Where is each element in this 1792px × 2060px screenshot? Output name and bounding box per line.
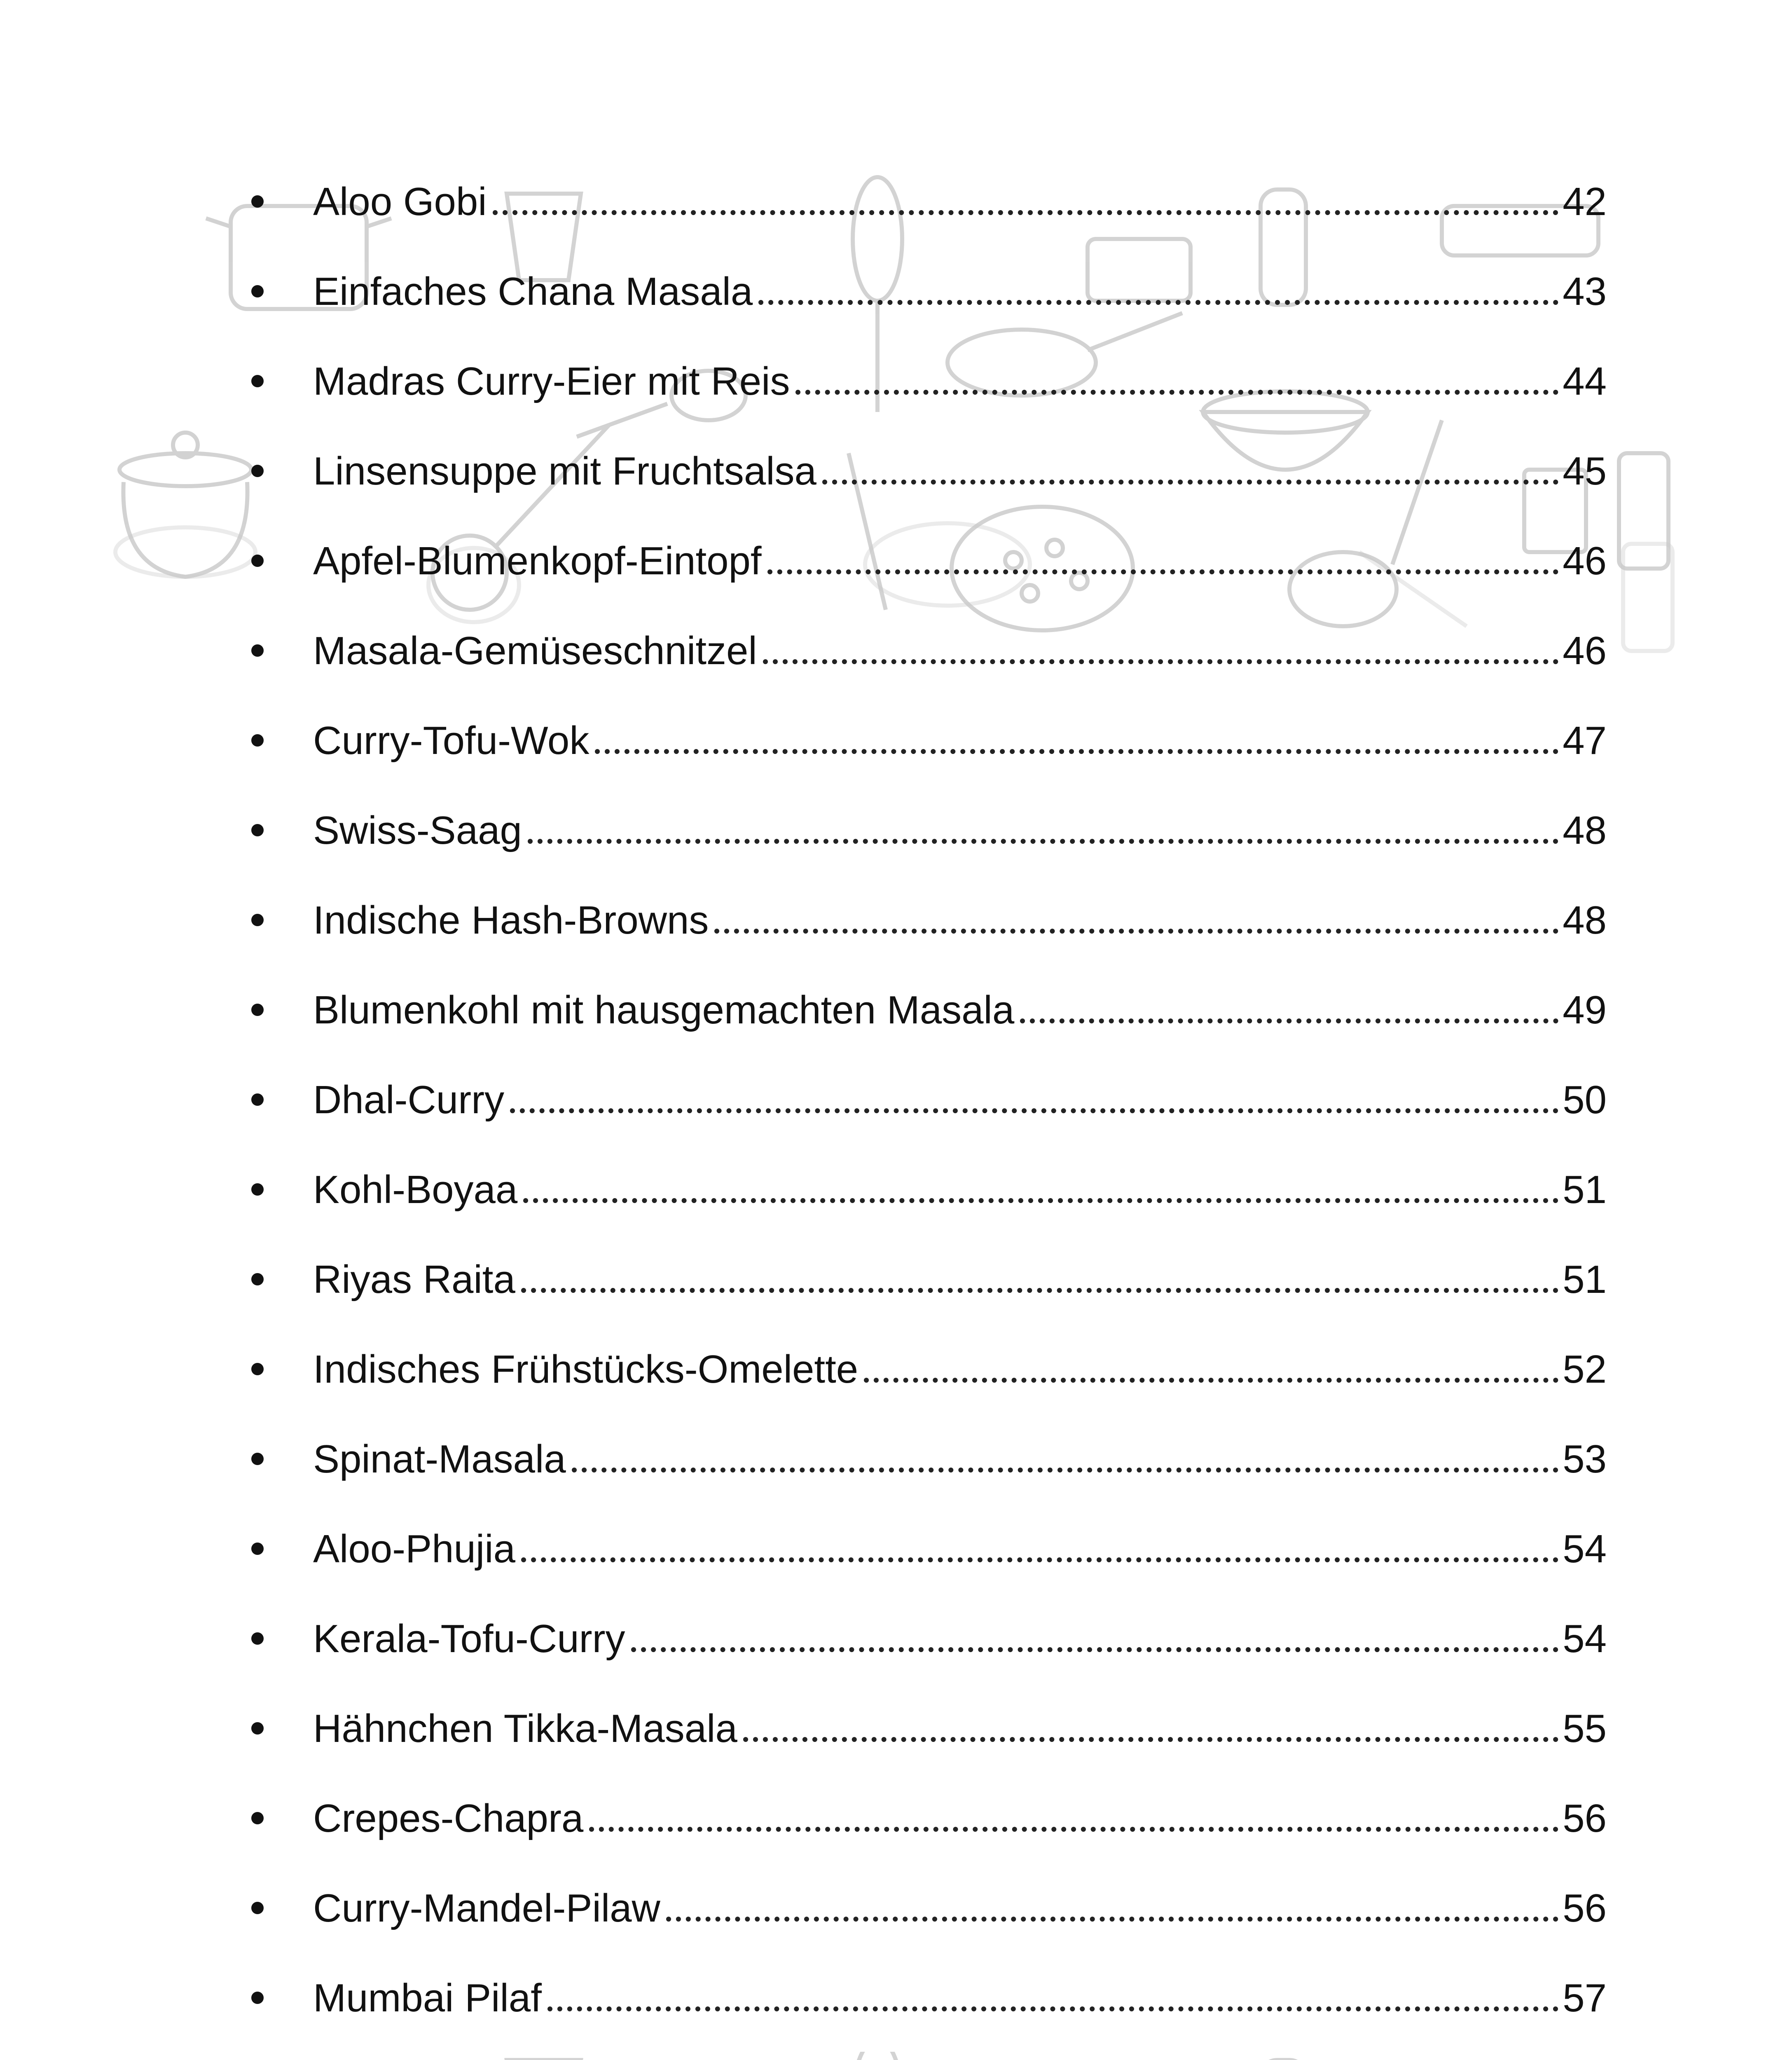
dot-leader	[763, 659, 1558, 664]
dot-leader	[493, 210, 1559, 215]
toc-entry-title: Blumenkohl mit hausgemachten Masala	[313, 988, 1015, 1032]
bullet-icon	[251, 824, 264, 836]
toc-entry-title: Crepes-Chapra	[313, 1796, 584, 1840]
toc-entry-title: Mumbai Pilaf	[313, 1976, 542, 2020]
toc-entry-page: 54	[1563, 1617, 1607, 1661]
bullet-icon	[251, 1273, 264, 1285]
toc-entry-title: Kerala-Tofu-Curry	[313, 1617, 625, 1661]
toc-entry-page: 56	[1563, 1796, 1607, 1840]
bullet-icon	[251, 1453, 264, 1465]
toc-entry[interactable]	[231, 1324, 1607, 1414]
toc-entry[interactable]	[231, 1234, 1607, 1324]
toc-entry[interactable]	[231, 516, 1607, 606]
toc-entry[interactable]	[231, 246, 1607, 336]
bullet-icon	[251, 555, 264, 567]
toc-entry-title: Indische Hash-Browns	[313, 898, 709, 942]
toc-entry[interactable]	[231, 1953, 1607, 2043]
toc-entry-title: Linsensuppe mit Fruchtsalsa	[313, 449, 816, 493]
bullet-icon	[251, 1543, 264, 1555]
toc-entry-title: Indisches Frühstücks-Omelette	[313, 1347, 859, 1391]
bullet-icon	[251, 734, 264, 747]
dot-leader	[795, 390, 1558, 395]
toc-entry-page: 43	[1563, 269, 1607, 314]
toc-entry-page: 54	[1563, 1527, 1607, 1571]
bullet-icon	[251, 644, 264, 657]
toc-entry-page: 53	[1563, 1437, 1607, 1481]
toc-entry-title: Swiss-Saag	[313, 808, 522, 852]
toc-entry-page: 57	[1563, 1976, 1607, 2020]
dot-leader	[864, 1378, 1558, 1383]
toc-entry[interactable]	[231, 875, 1607, 965]
toc-entry[interactable]	[231, 1683, 1607, 1773]
bullet-icon	[251, 1992, 264, 2004]
bullet-icon	[251, 1093, 264, 1106]
toc-entry-page: 42	[1563, 180, 1607, 224]
toc-entry[interactable]	[231, 965, 1607, 1055]
dot-leader	[666, 1917, 1558, 1922]
bullet-icon	[251, 1183, 264, 1196]
toc-entry[interactable]	[231, 336, 1607, 426]
dot-leader	[1020, 1018, 1558, 1023]
dot-leader	[767, 569, 1559, 574]
dot-leader	[743, 1737, 1558, 1742]
toc-entry-title: Masala-Gemüseschnitzel	[313, 629, 757, 673]
toc-entry-title: Riyas Raita	[313, 1257, 515, 1302]
toc-entry[interactable]	[231, 426, 1607, 516]
toc-entry-page: 50	[1563, 1078, 1607, 1122]
bullet-icon	[251, 914, 264, 926]
toc-entry[interactable]	[231, 1863, 1607, 1953]
toc-entry-page: 48	[1563, 808, 1607, 852]
toc-entry-title: Madras Curry-Eier mit Reis	[313, 359, 790, 403]
dot-leader	[595, 749, 1558, 754]
toc-entry-title: Dhal-Curry	[313, 1078, 505, 1122]
bullet-icon	[251, 1812, 264, 1824]
toc-entry[interactable]	[231, 1504, 1607, 1594]
toc-entry[interactable]	[231, 1414, 1607, 1504]
dot-leader	[589, 1827, 1558, 1832]
toc-entry[interactable]	[231, 157, 1607, 246]
toc-entry[interactable]	[231, 2043, 1607, 2060]
toc-entry-title: Spinat-Masala	[313, 1437, 566, 1481]
toc-entry-page: 51	[1563, 1168, 1607, 1212]
bullet-icon	[251, 1902, 264, 1914]
bullet-icon	[251, 1722, 264, 1735]
dot-leader	[523, 1198, 1558, 1203]
bullet-icon	[251, 1363, 264, 1375]
dot-leader	[528, 839, 1558, 844]
toc-entry[interactable]	[231, 606, 1607, 695]
dot-leader	[631, 1647, 1559, 1652]
bullet-icon	[251, 285, 264, 297]
dot-leader	[521, 1288, 1558, 1293]
toc-entry-title: Hähnchen Tikka-Masala	[313, 1707, 737, 1751]
toc-entry-page: 51	[1563, 1257, 1607, 1302]
toc-entry[interactable]	[231, 1773, 1607, 1863]
toc-entry-title: Curry-Mandel-Pilaw	[313, 1886, 660, 1930]
toc-entry-page: 45	[1563, 449, 1607, 493]
toc-entry[interactable]	[231, 1594, 1607, 1683]
toc-entry-page: 56	[1563, 1886, 1607, 1930]
toc-entry-page: 49	[1563, 988, 1607, 1032]
bullet-icon	[251, 465, 264, 477]
toc-entry-page: 44	[1563, 359, 1607, 403]
toc-entry-page: 47	[1563, 719, 1607, 763]
toc-entry-title: Aloo Gobi	[313, 180, 487, 224]
toc-entry-page: 48	[1563, 898, 1607, 942]
table-of-contents	[231, 157, 1607, 2060]
toc-entry-title: Apfel-Blumenkopf-Eintopf	[313, 539, 762, 583]
toc-entry-title: Kohl-Boyaa	[313, 1168, 518, 1212]
bullet-icon	[251, 1004, 264, 1016]
toc-entry[interactable]	[231, 1055, 1607, 1145]
dot-leader	[510, 1108, 1558, 1113]
toc-entry-page: 52	[1563, 1347, 1607, 1391]
toc-entry-page: 55	[1563, 1707, 1607, 1751]
toc-entry[interactable]	[231, 1145, 1607, 1234]
bullet-icon	[251, 375, 264, 387]
bullet-icon	[251, 1632, 264, 1645]
toc-entry[interactable]	[231, 695, 1607, 785]
toc-entry-page: 46	[1563, 629, 1607, 673]
toc-entry-title: Aloo-Phujia	[313, 1527, 515, 1571]
dot-leader	[572, 1468, 1559, 1472]
toc-entry-title: Curry-Tofu-Wok	[313, 719, 590, 763]
bullet-icon	[251, 195, 264, 208]
toc-entry[interactable]	[231, 785, 1607, 875]
toc-entry-page: 46	[1563, 539, 1607, 583]
dot-leader	[822, 480, 1558, 485]
toc-entry-title: Einfaches Chana Masala	[313, 269, 753, 314]
dot-leader	[714, 929, 1558, 934]
dot-leader	[758, 300, 1558, 305]
dot-leader	[521, 1557, 1558, 1562]
dot-leader	[547, 2006, 1558, 2011]
